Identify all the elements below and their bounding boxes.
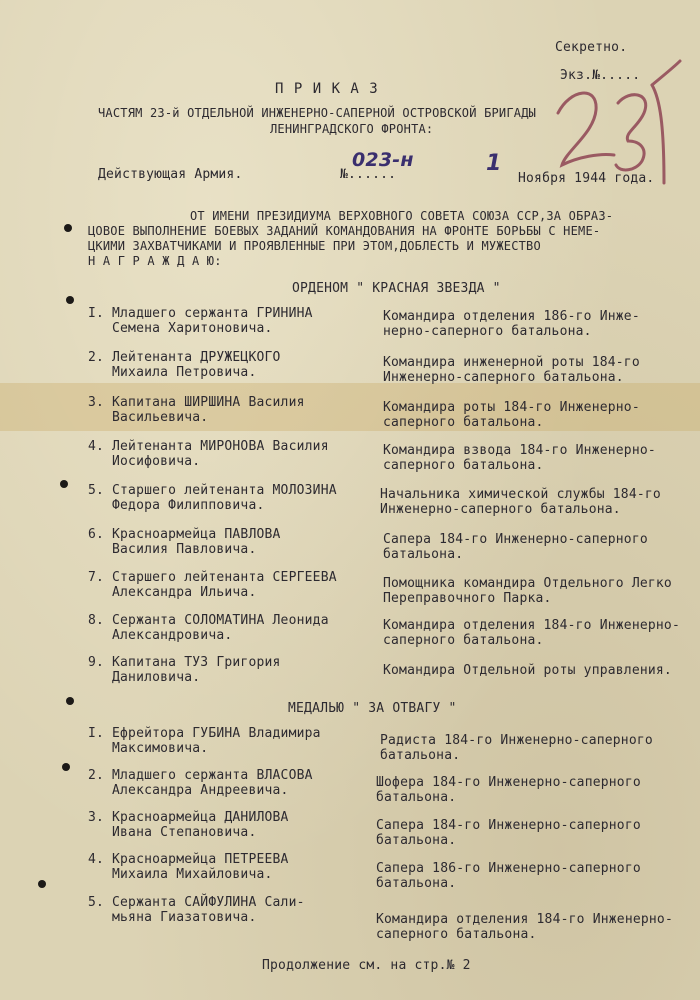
punch-hole: [62, 763, 70, 771]
entry-name-line1: Старшего лейтенанта СЕРГЕЕВА: [112, 570, 337, 585]
section-heading-red-star: ОРДЕНОМ " КРАСНАЯ ЗВЕЗДА ": [292, 281, 501, 296]
entry-number: 3.: [88, 395, 105, 410]
order-number-prefix: №......: [340, 167, 397, 182]
entry-position-line1: Командира отделения 184-го Инженерно-: [383, 618, 680, 633]
entry-number: 2.: [88, 768, 105, 783]
punch-hole: [64, 224, 72, 232]
entry-name-line2: мьяна Гиазатовича.: [112, 910, 257, 925]
entry-name-line2: Иосифовича.: [112, 454, 201, 469]
army-label: Действующая Армия.: [98, 167, 243, 182]
entry-name-line1: Ефрейтора ГУБИНА Владимира: [112, 726, 321, 741]
entry-number: 6.: [88, 527, 105, 542]
entry-name-line1: Капитана ТУЗ Григория: [112, 655, 281, 670]
order-number-handwritten: 023-н: [352, 149, 414, 171]
entry-name-line2: Александровича.: [112, 628, 233, 643]
entry-position-line1: Сапера 184-го Инженерно-саперного: [376, 818, 641, 833]
order-subtitle-line1: ЧАСТЯМ 23-й ОТДЕЛЬНОЙ ИНЖЕНЕРНО-САПЕРНОЙ ОСТРОВСКОЙ БРИГАДЫ: [98, 106, 537, 120]
entry-position-line1: Командира отделения 186-го Инже-: [383, 309, 640, 324]
entry-position-line2: саперного батальона.: [383, 458, 544, 473]
entry-number: 5.: [88, 483, 105, 498]
entry-name-line1: Красноармейца ДАНИЛОВА: [112, 810, 289, 825]
entry-position-line2: батальона.: [376, 790, 457, 805]
preamble-line: ЦКИМИ ЗАХВАТЧИКАМИ И ПРОЯВЛЕННЫЕ ПРИ ЭТОМ,ДОБЛЕСТЬ И МУЖЕСТВО: [88, 239, 541, 253]
entry-position-line2: Переправочного Парка.: [383, 591, 552, 606]
punch-hole: [66, 296, 74, 304]
entry-name-line1: Красноармейца ПЕТРЕЕВА: [112, 852, 289, 867]
entry-name-line1: Младшего сержанта ВЛАСОВА: [112, 768, 313, 783]
entry-position-line1: Командира отделения 184-го Инженерно-: [376, 912, 673, 927]
continuation-note: Продолжение см. на стр.№ 2: [262, 958, 471, 973]
entry-name-line2: Александра Андреевича.: [112, 783, 289, 798]
order-title: П Р И К А З: [275, 81, 379, 97]
entry-position-line1: Начальника химической службы 184-го: [380, 487, 661, 502]
entry-position-line1: Радиста 184-го Инженерно-саперного: [380, 733, 653, 748]
entry-position-line2: батальона.: [380, 748, 461, 763]
preamble-line: Н А Г Р А Ж Д А Ю:: [88, 254, 222, 268]
entry-name-line2: Васильевича.: [112, 410, 209, 425]
entry-name-line2: Михаила Петровича.: [112, 365, 257, 380]
entry-position-line2: батальона.: [383, 547, 464, 562]
entry-position-line2: нерно-саперного батальона.: [383, 324, 592, 339]
entry-position-line1: Сапера 184-го Инженерно-саперного: [383, 532, 648, 547]
preamble-line: ОТ ИМЕНИ ПРЕЗИДИУМА ВЕРХОВНОГО СОВЕТА СОЮЗА ССР,ЗА ОБРАЗ-: [190, 209, 614, 223]
entry-name-line1: Сержанта САЙФУЛИНА Сали-: [112, 895, 305, 910]
entry-number: 3.: [88, 810, 105, 825]
entry-name-line1: Красноармейца ПАВЛОВА: [112, 527, 281, 542]
entry-position-line1: Командира инженерной роты 184-го: [383, 355, 640, 370]
section-heading-for-courage: МЕДАЛЬЮ " ЗА ОТВАГУ ": [288, 701, 457, 716]
entry-position-line1: Шофера 184-го Инженерно-саперного: [376, 775, 641, 790]
punch-hole: [60, 480, 68, 488]
entry-name-line2: Даниловича.: [112, 670, 201, 685]
entry-position-line2: Инженерно-саперного батальона.: [380, 502, 621, 517]
entry-name-line2: Ивана Степановича.: [112, 825, 257, 840]
punch-hole: [38, 880, 46, 888]
entry-position-line1: Командира роты 184-го Инженерно-: [383, 400, 640, 415]
entry-position-line2: саперного батальона.: [376, 927, 537, 942]
entry-position-line1: Сапера 186-го Инженерно-саперного: [376, 861, 641, 876]
entry-name-line1: Лейтенанта МИРОНОВА Василия: [112, 439, 329, 454]
entry-number: 7.: [88, 570, 105, 585]
entry-position-line2: батальона.: [376, 876, 457, 891]
entry-position-line1: Помощника командира Отдельного Легко: [383, 576, 672, 591]
entry-position-line1: Командира взвода 184-го Инженерно-: [383, 443, 656, 458]
secret-label: Секретно.: [555, 40, 628, 55]
entry-number: 4.: [88, 439, 105, 454]
copy-number: Экз.№.....: [560, 68, 641, 83]
preamble-line: ЦОВОЕ ВЫПОЛНЕНИЕ БОЕВЫХ ЗАДАНИЙ КОМАНДОВАНИЯ НА ФРОНТЕ БОРЬБЫ С НЕМЕ-: [88, 224, 601, 238]
entry-number: I.: [88, 306, 105, 321]
order-subtitle-line2: ЛЕНИНГРАДСКОГО ФРОНТА:: [270, 122, 434, 136]
entry-position-line2: саперного батальона.: [383, 633, 544, 648]
entry-name-line2: Федора Филипповича.: [112, 498, 265, 513]
punch-hole: [66, 697, 74, 705]
order-day-handwritten: 1: [486, 151, 502, 176]
entry-name-line2: Максимовича.: [112, 741, 209, 756]
entry-name-line1: Младшего сержанта ГРИНИНА: [112, 306, 313, 321]
entry-name-line2: Александра Ильича.: [112, 585, 257, 600]
handwritten-signature-mark: [548, 55, 688, 190]
entry-number: 8.: [88, 613, 105, 628]
entry-position-line2: батальона.: [376, 833, 457, 848]
entry-number: 9.: [88, 655, 105, 670]
entry-number: 4.: [88, 852, 105, 867]
entry-position-line2: Инженерно-саперного батальона.: [383, 370, 624, 385]
entry-position-line2: саперного батальона.: [383, 415, 544, 430]
entry-name-line2: Семена Харитоновича.: [112, 321, 273, 336]
entry-name-line1: Лейтенанта ДРУЖЕЦКОГО: [112, 350, 281, 365]
entry-number: I.: [88, 726, 105, 741]
order-month-year: Ноября 1944 года.: [518, 171, 655, 186]
entry-number: 2.: [88, 350, 105, 365]
entry-name-line1: Сержанта СОЛОМАТИНА Леонида: [112, 613, 329, 628]
entry-name-line1: Старшего лейтенанта МОЛОЗИНА: [112, 483, 337, 498]
entry-name-line1: Капитана ШИРШИНА Василия: [112, 395, 305, 410]
entry-name-line2: Василия Павловича.: [112, 542, 257, 557]
entry-position-line1: Командира Отдельной роты управления.: [383, 663, 672, 678]
entry-name-line2: Михаила Михайловича.: [112, 867, 273, 882]
entry-number: 5.: [88, 895, 105, 910]
